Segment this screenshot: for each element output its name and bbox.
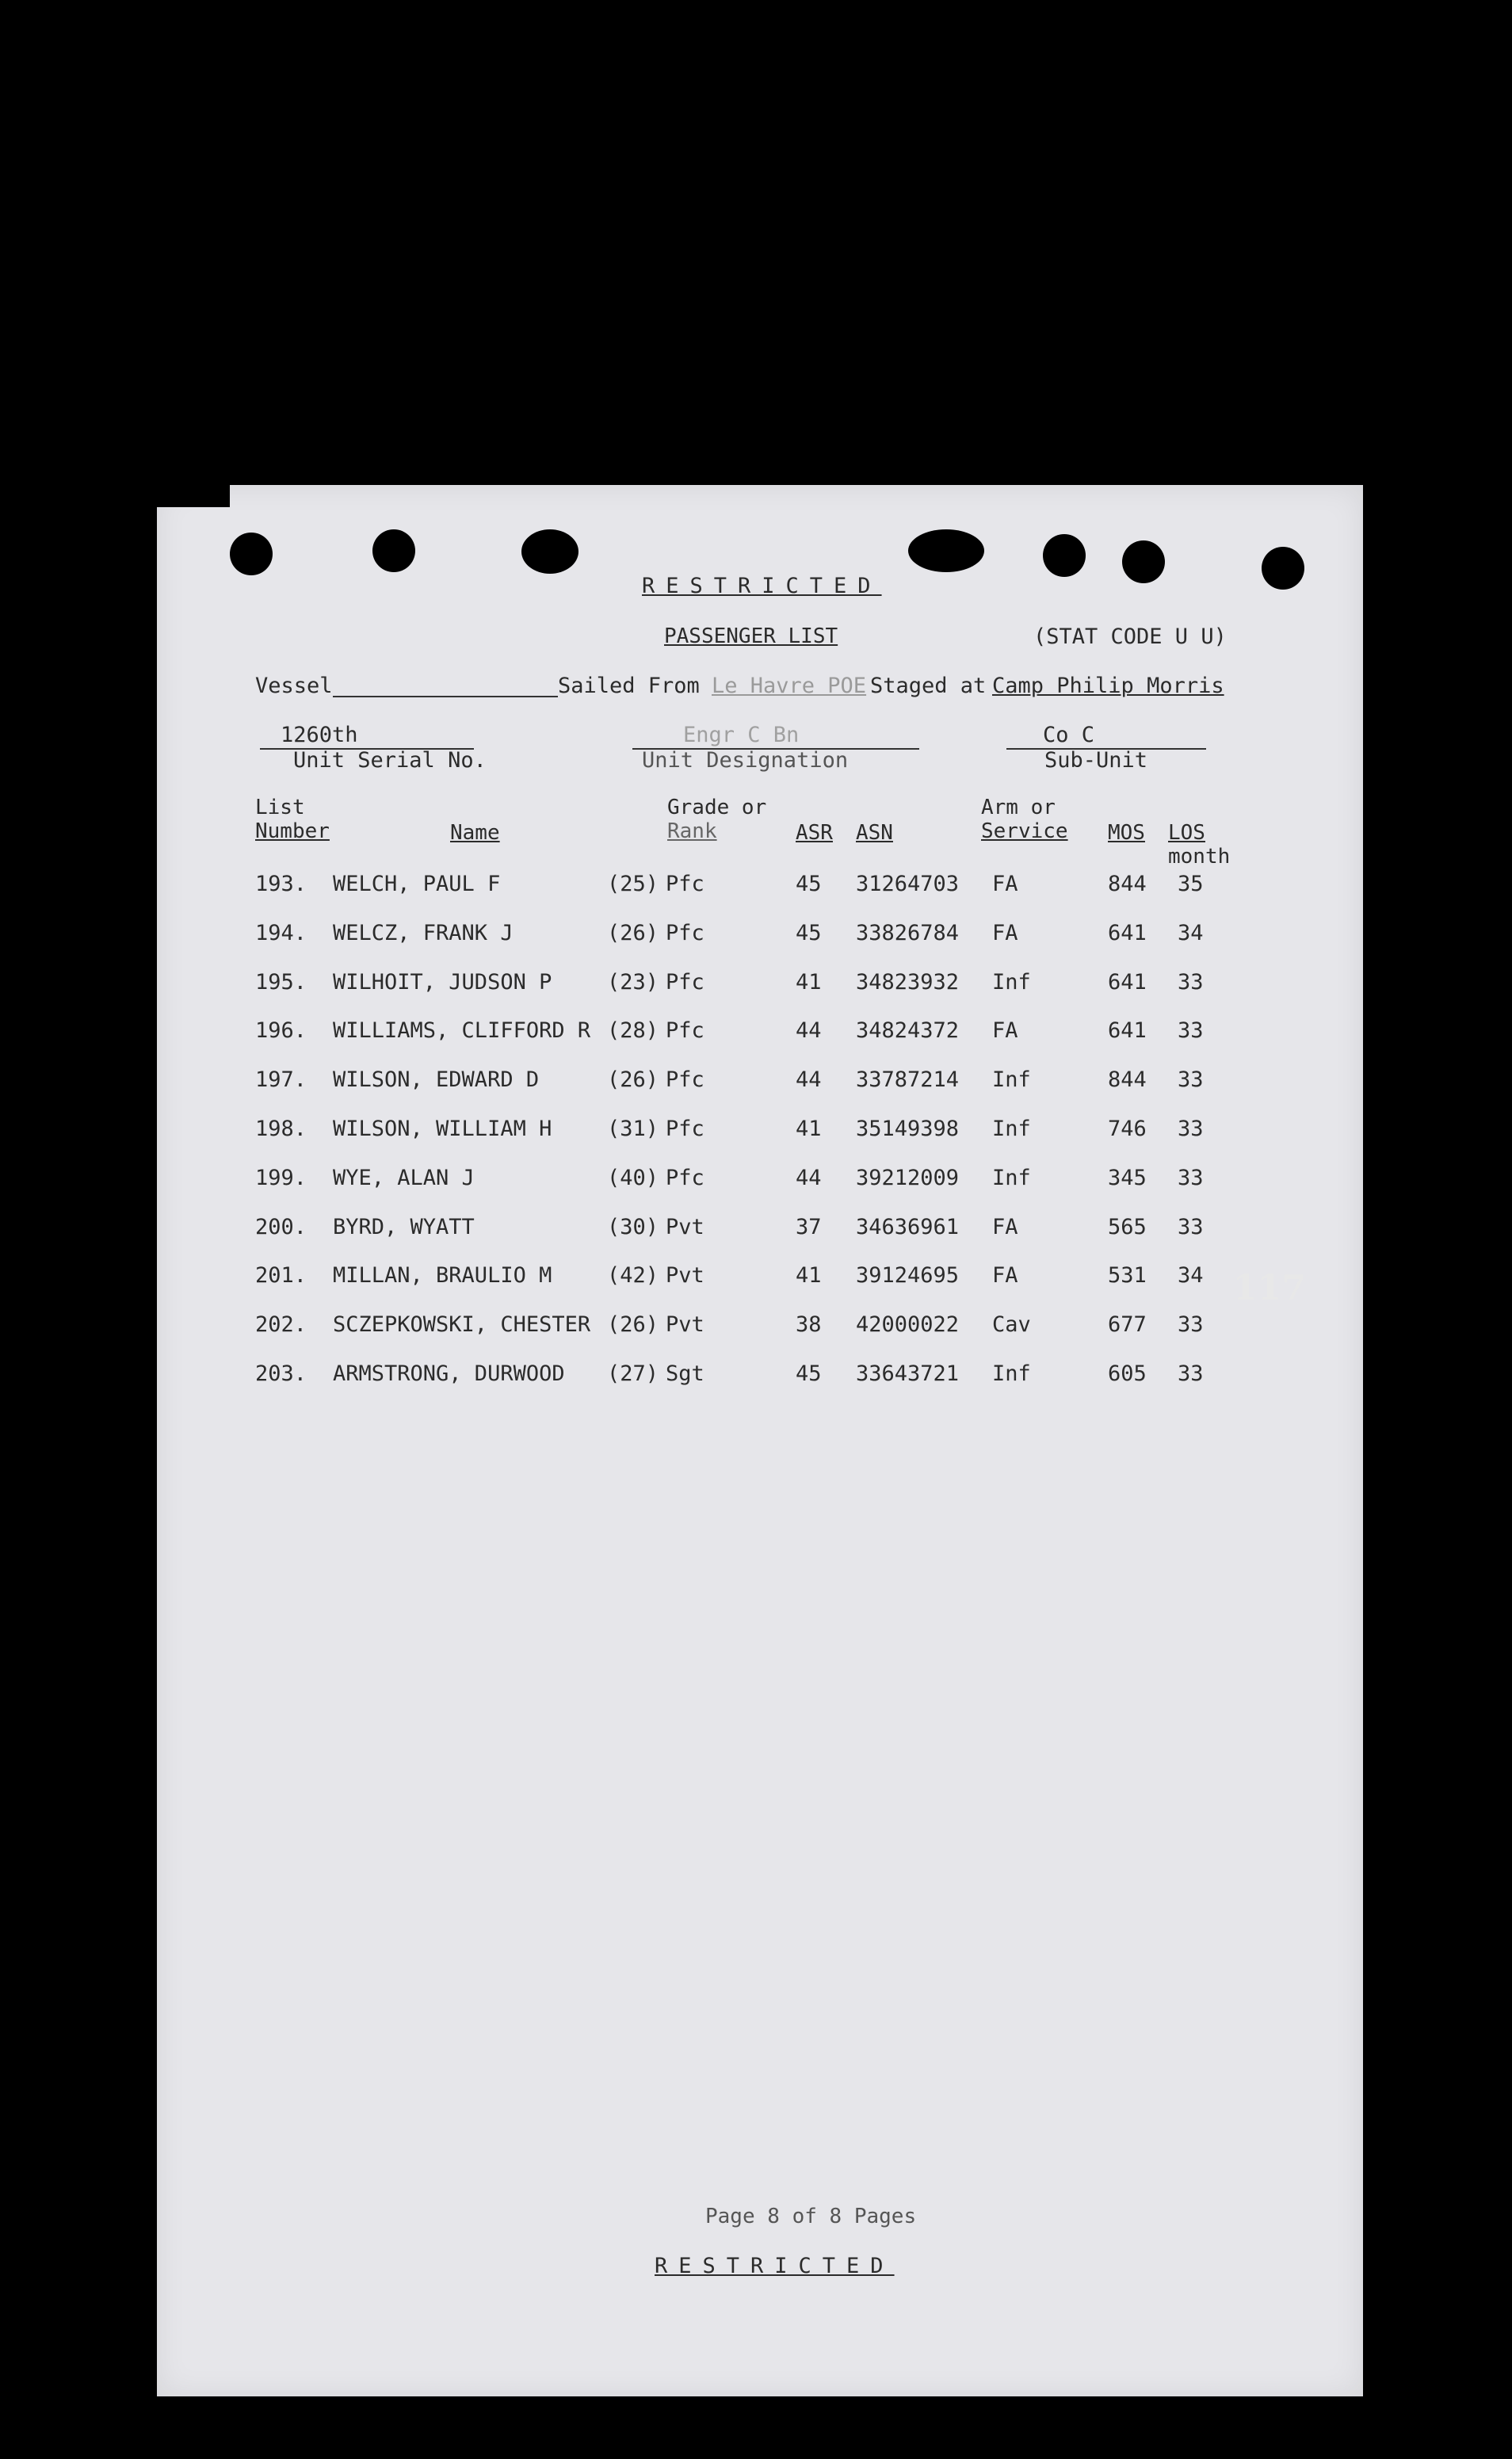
- table-row: [157, 872, 1363, 903]
- col-list-label: List: [255, 796, 305, 819]
- row-asn: 35149398: [856, 1117, 960, 1141]
- col-name-label: Name: [450, 821, 500, 845]
- table-row: [157, 1361, 1363, 1393]
- row-arm: Inf: [992, 1067, 1031, 1093]
- row-asr: 38: [796, 1312, 822, 1338]
- row-los: 33: [1178, 1117, 1204, 1141]
- row-asr: 45: [796, 1361, 822, 1386]
- sailed-from-value: Le Havre POE: [712, 674, 867, 698]
- table-row: [157, 1067, 1363, 1099]
- row-los: 35: [1178, 872, 1204, 896]
- row-mos: 605: [1108, 1361, 1147, 1386]
- row-mos: 531: [1108, 1263, 1147, 1289]
- row-asn: 34824372: [856, 1018, 960, 1044]
- row-asn: 33826784: [856, 920, 960, 945]
- col-arm-label: Arm or: [981, 796, 1056, 819]
- row-arm: FA: [992, 1263, 1018, 1289]
- row-arm: Inf: [992, 1165, 1031, 1190]
- table-row: [157, 1166, 1363, 1197]
- row-arm: Inf: [992, 969, 1031, 995]
- col-grade-label: Grade or: [667, 796, 767, 819]
- row-mos: 565: [1108, 1214, 1147, 1239]
- row-number: 196.: [255, 1018, 307, 1044]
- row-rank: Pfc: [666, 1067, 704, 1093]
- row-asr: 45: [796, 872, 822, 896]
- table-row: [157, 970, 1363, 1002]
- row-age: (42): [607, 1263, 659, 1289]
- col-mos: MOS: [1108, 821, 1145, 845]
- table-row: [157, 1312, 1363, 1344]
- subunit-value: Co C: [1043, 723, 1095, 747]
- col-list-number: [255, 796, 330, 843]
- row-los: 33: [1178, 1361, 1204, 1386]
- row-asn: 33787214: [856, 1067, 960, 1093]
- col-los-month-label: month: [1168, 845, 1231, 869]
- col-los: [1168, 821, 1230, 869]
- row-asn: 34636961: [856, 1214, 960, 1239]
- row-asn: 42000022: [856, 1312, 960, 1338]
- row-name: WYE, ALAN J: [333, 1165, 475, 1190]
- row-asr: 41: [796, 1117, 822, 1141]
- row-mos: 345: [1108, 1165, 1147, 1190]
- punch-hole: [1262, 547, 1304, 590]
- punch-hole: [372, 529, 415, 572]
- row-age: (31): [607, 1117, 659, 1141]
- row-los: 34: [1178, 1263, 1204, 1289]
- punch-hole: [1043, 534, 1086, 577]
- row-rank: Pfc: [666, 1165, 704, 1190]
- restricted-heading-bottom: RESTRICTED: [655, 2254, 895, 2278]
- row-age: (25): [607, 872, 659, 896]
- row-rank: Pfc: [666, 1117, 704, 1141]
- col-asr: ASR: [796, 821, 833, 845]
- row-arm: Inf: [992, 1117, 1031, 1141]
- row-number: 193.: [255, 872, 307, 896]
- row-rank: Pvt: [666, 1214, 704, 1239]
- row-rank: Sgt: [666, 1361, 704, 1386]
- margin-page-number: 117: [1233, 1268, 1306, 1308]
- table-row: [157, 1117, 1363, 1148]
- row-number: 199.: [255, 1165, 307, 1190]
- row-los: 33: [1178, 1067, 1204, 1093]
- row-arm: Inf: [992, 1361, 1031, 1386]
- page-number: Page 8 of 8 Pages: [705, 2205, 917, 2228]
- row-name: BYRD, WYATT: [333, 1214, 475, 1239]
- row-los: 33: [1178, 1214, 1204, 1239]
- staged-at-label: Staged at: [870, 674, 987, 698]
- row-asr: 41: [796, 1263, 822, 1289]
- table-row: [157, 1018, 1363, 1050]
- row-name: WILSON, EDWARD D: [333, 1067, 540, 1093]
- unit-serial-label: Unit Serial No.: [293, 748, 487, 773]
- row-rank: Pfc: [666, 920, 704, 945]
- row-mos: 641: [1108, 920, 1147, 945]
- row-asn: 34823932: [856, 969, 960, 995]
- row-name: SCZEPKOWSKI, CHESTER: [333, 1312, 591, 1338]
- row-los: 33: [1178, 1165, 1204, 1190]
- row-name: WILLIAMS, CLIFFORD R: [333, 1018, 591, 1044]
- row-rank: Pvt: [666, 1312, 704, 1338]
- row-rank: Pfc: [666, 872, 704, 896]
- vessel-label: Vessel: [255, 674, 333, 698]
- unit-designation-value: Engr C Bn: [683, 723, 800, 747]
- row-los: 33: [1178, 1312, 1204, 1338]
- row-number: 201.: [255, 1263, 307, 1289]
- table-row: [157, 921, 1363, 953]
- row-asn: 33643721: [856, 1361, 960, 1386]
- col-los-label: LOS: [1168, 821, 1205, 845]
- stat-code: (STAT CODE U U): [1033, 624, 1227, 649]
- row-name: MILLAN, BRAULIO M: [333, 1263, 552, 1289]
- row-mos: 746: [1108, 1117, 1147, 1141]
- col-number-label: Number: [255, 819, 330, 843]
- table-row: [157, 1263, 1363, 1295]
- row-number: 194.: [255, 920, 307, 945]
- punch-hole: [908, 529, 984, 572]
- punch-hole: [230, 533, 273, 575]
- row-number: 200.: [255, 1214, 307, 1239]
- row-asn: 39124695: [856, 1263, 960, 1289]
- punch-hole: [521, 529, 578, 574]
- col-asn: ASN: [856, 821, 893, 845]
- staged-at-value: Camp Philip Morris: [992, 674, 1224, 698]
- row-age: (28): [607, 1018, 659, 1044]
- row-mos: 641: [1108, 969, 1147, 995]
- row-name: ARMSTRONG, DURWOOD: [333, 1361, 565, 1386]
- passenger-list-title: PASSENGER LIST: [664, 624, 838, 648]
- row-asr: 44: [796, 1018, 822, 1044]
- row-name: WELCH, PAUL F: [333, 872, 501, 896]
- sailed-from-label: Sailed From: [558, 674, 700, 698]
- row-age: (30): [607, 1214, 659, 1239]
- unit-serial-value: 1260th: [281, 723, 358, 747]
- row-age: (26): [607, 1067, 659, 1093]
- vessel-field-line: [333, 696, 558, 697]
- row-rank: Pfc: [666, 969, 704, 995]
- row-asn: 39212009: [856, 1165, 960, 1190]
- row-name: WELCZ, FRANK J: [333, 920, 514, 945]
- row-number: 203.: [255, 1361, 307, 1386]
- col-name: [355, 821, 548, 845]
- row-arm: FA: [992, 872, 1018, 896]
- row-number: 198.: [255, 1117, 307, 1141]
- row-number: 197.: [255, 1067, 307, 1093]
- punch-hole: [1122, 540, 1165, 583]
- row-arm: Cav: [992, 1312, 1031, 1338]
- col-arm-service: [981, 796, 1068, 843]
- row-mos: 844: [1108, 1067, 1147, 1093]
- row-los: 34: [1178, 920, 1204, 945]
- row-asr: 44: [796, 1165, 822, 1190]
- unit-designation-label: Unit Designation: [642, 748, 849, 773]
- row-mos: 677: [1108, 1312, 1147, 1338]
- row-arm: FA: [992, 1018, 1018, 1044]
- col-grade-rank: [667, 796, 773, 843]
- restricted-heading-top: RESTRICTED: [642, 574, 882, 598]
- row-number: 195.: [255, 969, 307, 995]
- row-asr: 44: [796, 1067, 822, 1093]
- row-asn: 31264703: [856, 872, 960, 896]
- row-asr: 45: [796, 920, 822, 945]
- col-service-label: Service: [981, 819, 1068, 843]
- row-arm: FA: [992, 1214, 1018, 1239]
- row-age: (40): [607, 1165, 659, 1190]
- subunit-label: Sub-Unit: [1044, 748, 1148, 773]
- torn-corner: [157, 485, 230, 507]
- row-mos: 844: [1108, 872, 1147, 896]
- row-rank: Pfc: [666, 1018, 704, 1044]
- row-asr: 37: [796, 1214, 822, 1239]
- row-age: (27): [607, 1361, 659, 1386]
- row-mos: 641: [1108, 1018, 1147, 1044]
- row-age: (26): [607, 1312, 659, 1338]
- col-rank-label: Rank: [667, 819, 717, 843]
- row-los: 33: [1178, 1018, 1204, 1044]
- document-page: [157, 485, 1363, 2396]
- row-asr: 41: [796, 969, 822, 995]
- row-age: (23): [607, 969, 659, 995]
- row-los: 33: [1178, 969, 1204, 995]
- table-row: [157, 1215, 1363, 1247]
- row-arm: FA: [992, 920, 1018, 945]
- row-number: 202.: [255, 1312, 307, 1338]
- row-name: WILSON, WILLIAM H: [333, 1117, 552, 1141]
- row-rank: Pvt: [666, 1263, 704, 1289]
- row-name: WILHOIT, JUDSON P: [333, 969, 552, 995]
- row-age: (26): [607, 920, 659, 945]
